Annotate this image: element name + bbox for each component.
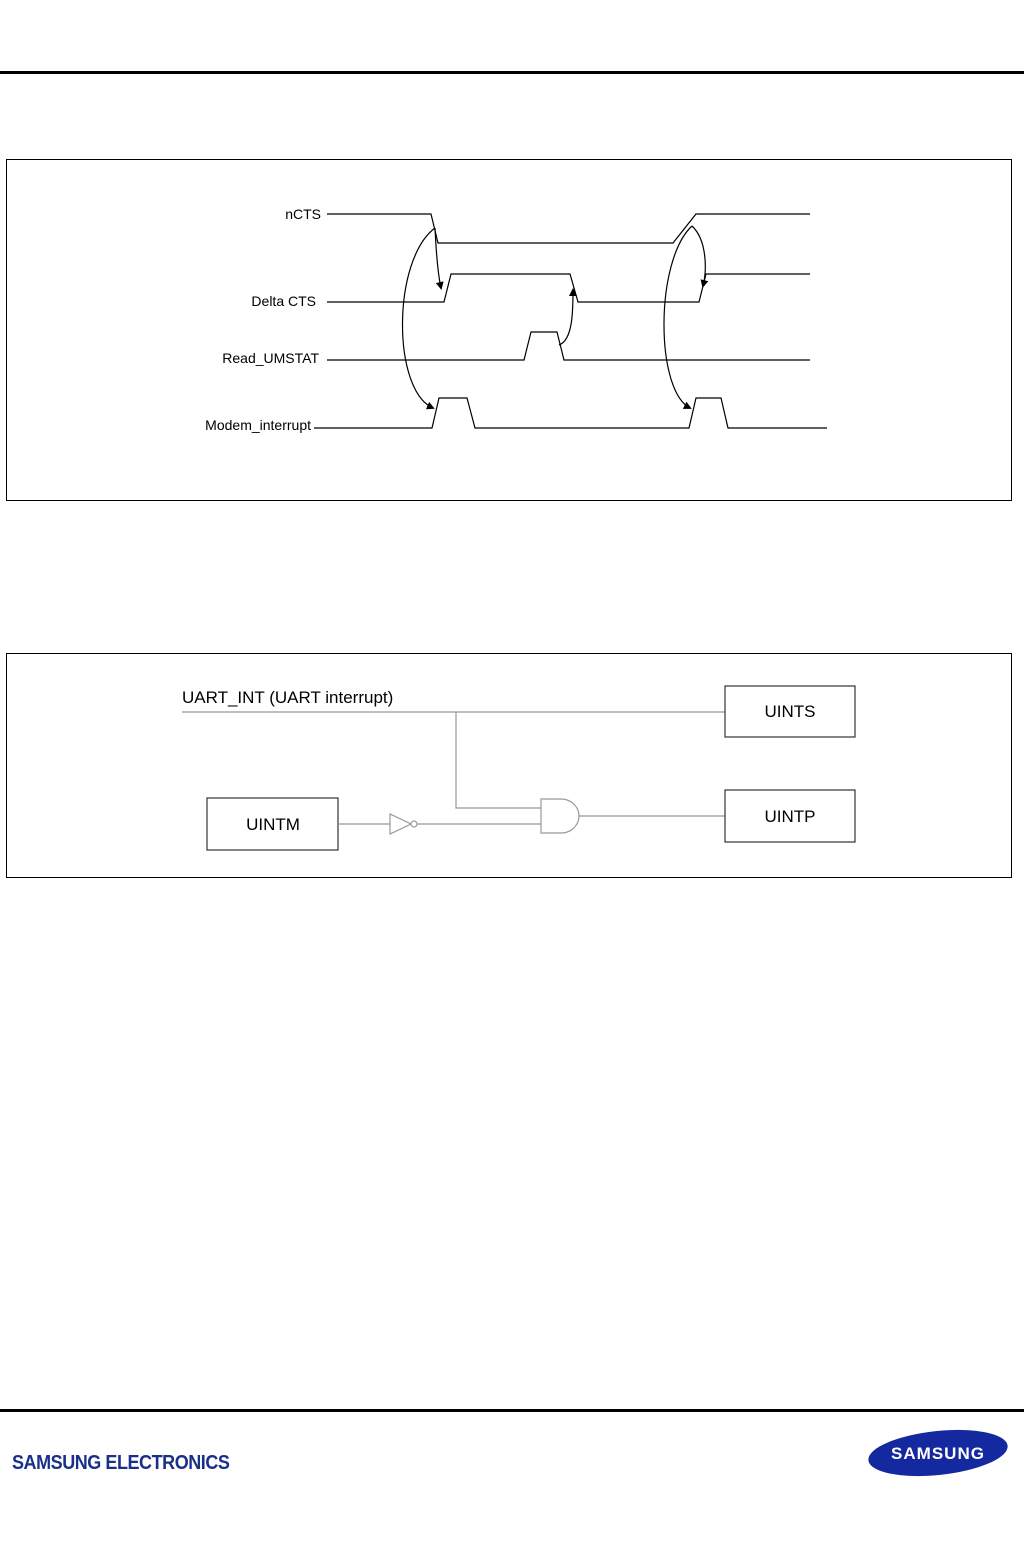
samsung-logo-text: SAMSUNG <box>891 1444 985 1463</box>
delta-cts-waveform <box>327 274 810 302</box>
branch-to-and-gate <box>456 712 541 808</box>
and-gate <box>541 799 579 833</box>
footer-brand-text: SAMSUNG ELECTRONICS <box>12 1452 230 1474</box>
uints-label: UINTS <box>764 702 816 721</box>
arrow-ncts-rise-to-modem-interrupt <box>664 226 692 408</box>
ncts-waveform <box>327 214 810 243</box>
uart-int-label: UART_INT (UART interrupt) <box>182 688 394 707</box>
signal-label-delta-cts: Delta CTS <box>251 293 316 309</box>
arrow-ncts-to-modem-interrupt <box>402 228 435 408</box>
uintp-label: UINTP <box>764 807 816 826</box>
signal-label-read-umstat: Read_UMSTAT <box>222 350 319 366</box>
signal-label-modem-interrupt: Modem_interrupt <box>205 417 311 433</box>
inverter-bubble <box>411 821 417 827</box>
header-rule <box>0 71 1024 74</box>
arrow-ncts-to-delta-cts <box>435 228 441 288</box>
logic-diagram-svg <box>7 654 1011 877</box>
timing-diagram-svg <box>7 160 1011 500</box>
read-umstat-waveform <box>327 332 810 360</box>
samsung-logo <box>866 1428 1010 1478</box>
uintm-label: UINTM <box>246 815 300 834</box>
footer-rule <box>0 1409 1024 1412</box>
signal-label-ncts: nCTS <box>285 206 321 222</box>
modem-interrupt-waveform <box>314 398 827 428</box>
inverter-gate <box>390 814 411 834</box>
arrow-ncts-rise-to-delta-cts <box>692 226 705 286</box>
modem-interrupt-timing-diagram <box>6 159 1012 501</box>
uart-interrupt-logic-diagram <box>6 653 1012 878</box>
arrow-read-umstat-to-delta-cts <box>559 290 573 345</box>
